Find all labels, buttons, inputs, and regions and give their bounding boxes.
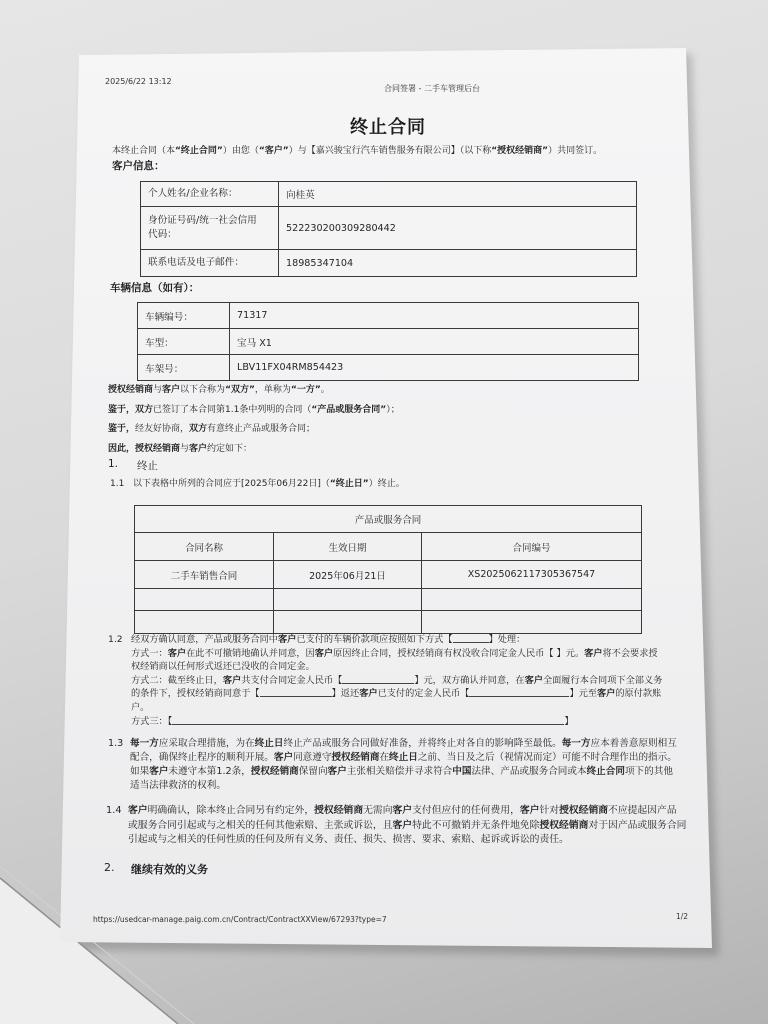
section-1-number: 1. — [108, 458, 119, 470]
bold-term: 客户 — [167, 647, 187, 659]
clause-number: 1.4 — [106, 805, 122, 816]
clause-1-1 — [110, 478, 405, 491]
bold-term: 客户 — [392, 819, 413, 831]
text-run: ）共同签订。 — [548, 146, 603, 156]
bold-term: 终止日 — [389, 752, 418, 763]
text-run: 终止产品或服务合同做好准备，并将终止对各自的影响降至最低。 — [283, 738, 562, 749]
text-run: 对于因产品或服务合同 — [588, 819, 687, 831]
vehicle-number-label: 车辆编号： — [138, 303, 230, 329]
text-run: 在 — [379, 752, 390, 763]
fill-in-blank — [260, 687, 332, 697]
bold-term: 鉴于，双方 — [108, 404, 154, 415]
clause-1-4-text — [128, 804, 686, 848]
vehicle-vin-label: 车架号： — [138, 355, 230, 381]
customer-id-value: 522230200309280442 — [279, 207, 637, 250]
fill-in-blank — [342, 674, 414, 684]
customer-contact-row — [141, 250, 637, 277]
bold-term: “一方” — [290, 385, 321, 395]
contract-table-header-row — [135, 533, 642, 561]
contract-table-caption-row — [135, 506, 642, 533]
bold-term: “终止日” — [329, 479, 369, 489]
empty-cell — [274, 611, 422, 634]
text-run: 主张相关赔偿并寻求符合 — [346, 766, 453, 777]
text-run: 不应提起因产品 — [608, 805, 677, 816]
column-header-contract-name: 合同名称 — [135, 533, 274, 561]
text-run: 】处理： — [488, 634, 526, 645]
bold-term: 客户 — [327, 766, 347, 777]
text-line — [131, 647, 662, 661]
text-line — [128, 804, 686, 819]
customer-info-heading: 客户信息： — [112, 160, 165, 172]
vehicle-info-heading: 车辆信息（如有）： — [110, 282, 200, 294]
text-run: ）与【嘉兴骏宝行汽车销售服务有限公司】（以下称 — [288, 146, 492, 156]
text-run: 以下表格中所列的合同应于[2025年06月22日]（ — [133, 479, 330, 489]
text-run: ）由您（ — [222, 146, 259, 156]
vehicle-number-row — [138, 303, 639, 329]
clause-number: 1.1 — [110, 479, 125, 489]
text-run: 适当法律救济的权利。 — [130, 780, 226, 791]
vehicle-info-table — [137, 302, 639, 381]
text-run: 未遵守本第1.2条， — [168, 766, 251, 777]
clause-1-2-text — [131, 633, 662, 728]
text-run: 引起或与之相关的任何性质的任何及所有义务、责任、损失、损害、要求、索赔、起诉或诉讼的责任。 — [128, 834, 569, 845]
section-2-title: 继续有效的义务 — [131, 863, 208, 876]
text-run: 同意遵守 — [293, 752, 332, 763]
bold-term: 因此，授权经销商 — [108, 443, 181, 454]
bold-term: 授权经销商 — [108, 385, 154, 395]
text-run: 】元至 — [569, 688, 597, 700]
empty-cell — [422, 611, 642, 634]
text-line — [130, 737, 677, 751]
bold-term: 客户 — [584, 647, 603, 659]
clause-1-2 — [108, 633, 662, 728]
print-page-title: 合同签署 - 二手车管理后台 — [384, 84, 480, 93]
page-number: 1/2 — [676, 912, 689, 921]
bold-term: 每一方 — [130, 738, 159, 749]
bold-term: 双方 — [189, 424, 208, 435]
bold-term: 客户 — [189, 443, 208, 454]
text-run: 如果 — [130, 766, 150, 777]
empty-cell — [135, 589, 274, 611]
text-run: 户。 — [131, 701, 150, 713]
text-run: 】 — [564, 715, 574, 727]
column-header-contract-number: 合同编号 — [422, 533, 642, 561]
text-run: 应采取合理措施，为在 — [158, 738, 255, 749]
text-run: 支付但应付的任何费用， — [412, 805, 520, 816]
customer-contact-label: 联系电话及电子邮件： — [141, 250, 279, 277]
bold-term: “客户” — [258, 146, 289, 156]
text-run: 经友好协商， — [135, 424, 190, 435]
fill-in-blank — [453, 633, 489, 643]
text-line — [131, 660, 662, 674]
column-header-effective-date: 生效日期 — [274, 533, 422, 561]
text-run: ）终止。 — [368, 479, 405, 489]
customer-name-row — [141, 182, 637, 207]
bold-term: 授权经销商 — [559, 805, 609, 816]
text-line — [131, 674, 662, 688]
document-title: 终止合同 — [350, 117, 426, 138]
text-run: 在此不可撤销地确认并同意，因 — [186, 647, 315, 659]
intro-paragraph — [112, 143, 602, 156]
text-run: 】返还 — [331, 688, 360, 700]
text-run: 已支付的车辆价款项应按照如下方式【 — [296, 634, 453, 645]
vehicle-vin-value: LBV11FX04RM854423 — [230, 355, 639, 381]
text-line — [133, 478, 405, 491]
text-run: 方式三：【 — [131, 715, 173, 727]
bold-term: 客户 — [519, 805, 540, 816]
vehicle-vin-row — [138, 355, 639, 381]
text-line — [131, 687, 662, 701]
text-run: 共支付合同定金人民币【 — [241, 674, 343, 686]
text-run: 方式一： — [131, 647, 168, 659]
bold-term: 客户 — [128, 805, 148, 816]
bold-term: “终止合同” — [175, 146, 223, 156]
text-line — [128, 833, 686, 848]
text-run: 无需向 — [363, 805, 393, 816]
bold-term: 授权经销商 — [539, 819, 589, 831]
clause-1-3-text — [130, 737, 677, 793]
fill-in-blank — [469, 687, 569, 697]
text-run: 与 — [180, 443, 190, 454]
text-line — [131, 715, 662, 729]
bold-term: 客户 — [597, 688, 616, 700]
text-run: 已签订了本合同第1.1条中列明的合同（ — [153, 404, 312, 415]
text-line — [108, 440, 400, 460]
text-run: 特此不可撤销并无条件地免除 — [412, 819, 540, 831]
text-run: 之前、当日及之后（视情况而定）可能不时合理作出的指示。 — [417, 752, 677, 763]
fill-in-blank — [172, 715, 564, 725]
customer-id-row — [141, 207, 637, 250]
section-1-title: 终止 — [137, 460, 158, 472]
text-run: 约定如下： — [207, 443, 253, 454]
text-run: ，单称为 — [254, 385, 291, 395]
effective-date-cell: 2025年06月21日 — [274, 561, 422, 589]
clause-1-1-text — [133, 478, 405, 491]
text-line — [128, 819, 686, 834]
text-run: 或服务合同引起或与之相关的任何其他索赔、主张或诉讼，且 — [128, 819, 393, 831]
bold-term: 客户 — [278, 634, 297, 645]
bold-term: 客户 — [222, 674, 242, 686]
bold-term: 客户 — [392, 805, 413, 816]
empty-cell — [274, 589, 422, 611]
contract-name-cell: 二手车销售合同 — [135, 561, 274, 589]
bold-term: 每一方 — [561, 738, 591, 749]
text-run: 项下的其他 — [624, 766, 673, 777]
text-line — [131, 633, 662, 647]
text-run: 应本着善意原则相互 — [590, 738, 677, 749]
bold-term: 中国 — [452, 766, 472, 777]
text-run: 已支付的定金人民币【 — [377, 688, 470, 700]
bold-term: 客户 — [149, 766, 169, 777]
customer-name-label: 个人姓名/企业名称： — [141, 182, 279, 207]
clause-1-4 — [106, 804, 686, 848]
bold-term: 授权经销商 — [314, 805, 364, 816]
text-run: 针对 — [539, 805, 560, 816]
bold-term: 终止日 — [254, 738, 284, 749]
text-run: 有意终止产品或服务合同； — [207, 424, 316, 435]
recitals — [108, 381, 400, 459]
text-run: 的原付款账 — [615, 688, 662, 700]
footer-url: https://usedcar-manage.paig.com.cn/Contract/ContractXXView/67293?type=7 — [93, 915, 387, 924]
section-2-number: 2. — [104, 861, 115, 874]
text-line — [130, 765, 677, 779]
bold-term: 授权经销商 — [331, 752, 380, 763]
text-run: 的条件下，授权经销商同意于【 — [131, 688, 260, 700]
bold-term: 客户 — [314, 647, 334, 659]
contract-table — [134, 505, 642, 634]
bold-term: “授权经销商” — [491, 146, 549, 156]
text-run: ）； — [386, 404, 400, 415]
text-run: 方式二：截至终止日， — [131, 674, 223, 686]
text-line — [131, 701, 662, 715]
vehicle-model-row — [138, 329, 639, 355]
bold-term: 授权经销商 — [250, 766, 299, 777]
text-run: 经双方确认同意，产品或服务合同中 — [131, 634, 278, 645]
clause-number: 1.3 — [108, 738, 124, 749]
text-run: 】元，双方确认并同意，在 — [414, 674, 525, 686]
customer-id-label: 身份证号码/统一社会信用代码： — [141, 207, 279, 250]
vehicle-model-value: 宝马 X1 — [230, 329, 639, 355]
bold-term: 终止合同 — [586, 766, 625, 777]
text-run: 配合，确保终止程序的顺利开展。 — [130, 752, 274, 763]
text-run: 将不会要求授 — [602, 647, 658, 659]
text-line — [130, 779, 677, 793]
text-run: 原因终止合同，授权经销商有权没收合同定金人民币【 】元。 — [333, 647, 585, 659]
text-run: 权经销商以任何形式返还已没收的合同定金。 — [131, 661, 315, 673]
clause-number: 1.2 — [108, 634, 123, 645]
bold-term: 客户 — [162, 385, 181, 395]
bold-term: 客户 — [359, 688, 378, 700]
bold-term: 客户 — [524, 674, 543, 686]
text-run: 明确确认，除本终止合同另有约定外， — [147, 805, 315, 816]
bold-term: “双方” — [225, 385, 255, 395]
table-row-empty — [135, 589, 642, 611]
text-run: 。 — [320, 385, 330, 395]
text-line — [108, 420, 400, 440]
bold-term: 客户 — [273, 752, 294, 763]
customer-info-table — [140, 181, 637, 277]
vehicle-model-label: 车型： — [138, 329, 230, 355]
table-row-empty — [135, 611, 642, 634]
print-timestamp: 2025/6/22 13:12 — [105, 77, 172, 86]
text-line — [130, 751, 677, 765]
bold-term: “产品或服务合同” — [311, 404, 387, 415]
contract-table-caption: 产品或服务合同 — [135, 506, 642, 533]
text-line — [108, 401, 400, 421]
customer-name-value: 向桂英 — [279, 182, 637, 207]
text-run: 法律、产品或服务合同或本 — [471, 766, 587, 777]
text-run: 保留向 — [298, 766, 328, 777]
text-line — [108, 381, 400, 401]
text-run: 与 — [153, 385, 163, 395]
clause-1-3 — [108, 737, 677, 793]
text-run: 全面履行本合同项下全部义务 — [542, 674, 663, 686]
contract-number-cell: XS2025062117305367547 — [422, 561, 642, 589]
text-run: 本终止合同（本 — [112, 146, 176, 156]
empty-cell — [422, 589, 642, 611]
text-run: 以下合称为 — [180, 385, 226, 395]
bold-term: 鉴于， — [108, 424, 136, 435]
table-row — [135, 561, 642, 589]
vehicle-number-value: 71317 — [230, 303, 639, 329]
empty-cell — [135, 611, 274, 634]
customer-contact-value: 18985347104 — [279, 250, 637, 277]
